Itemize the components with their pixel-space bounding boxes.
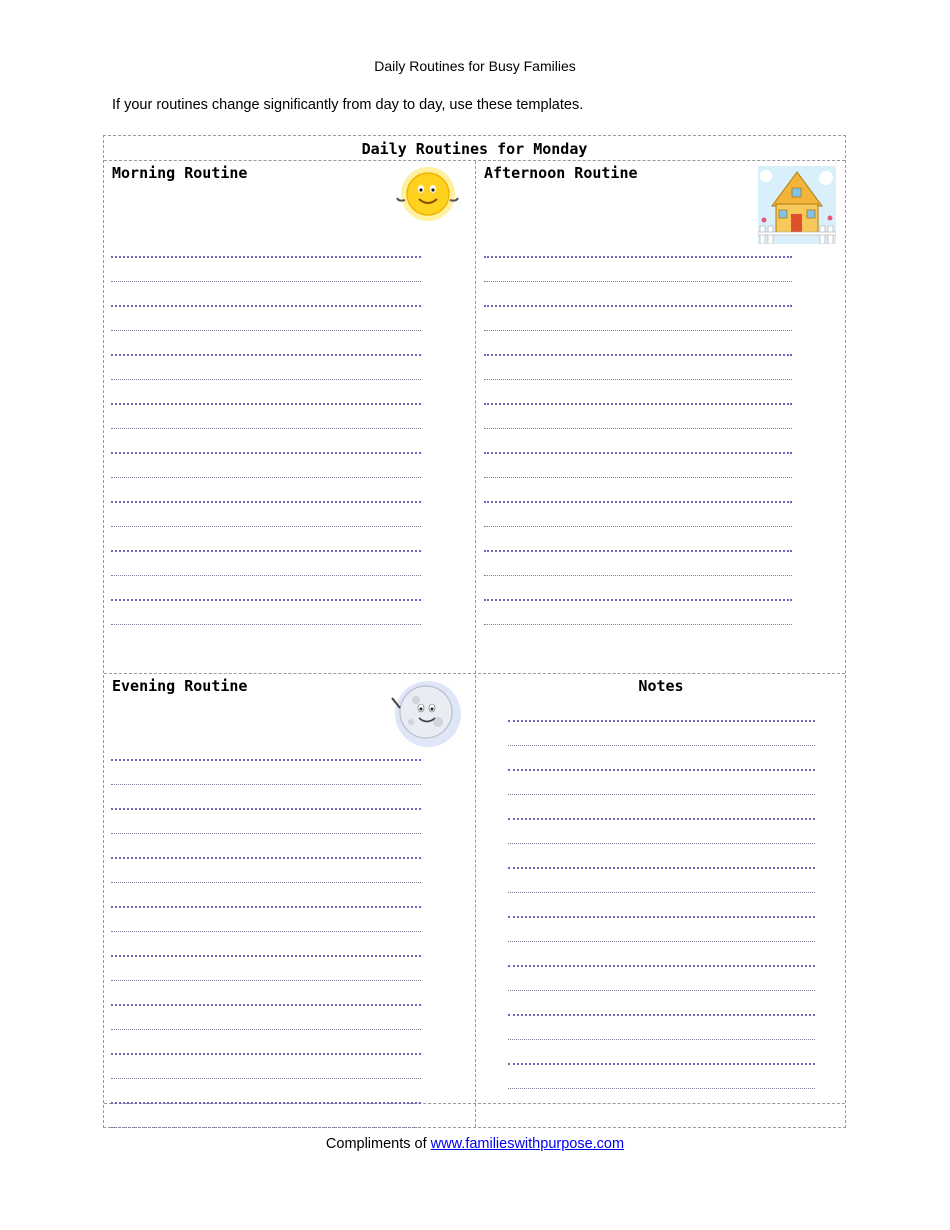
writing-line <box>111 550 421 552</box>
writing-line <box>508 867 815 869</box>
writing-line <box>111 477 421 478</box>
writing-line <box>508 892 815 893</box>
house-icon <box>758 166 836 244</box>
writing-line <box>508 965 815 967</box>
writing-line <box>508 794 815 795</box>
writing-line <box>111 784 421 785</box>
writing-line <box>111 428 421 429</box>
writing-line <box>484 403 792 405</box>
writing-line <box>484 354 792 356</box>
writing-line <box>508 1014 815 1016</box>
footer <box>0 1136 950 1152</box>
footer-prefix: Compliments of <box>325 1136 431 1152</box>
writing-line <box>508 941 815 942</box>
writing-line <box>508 1039 815 1040</box>
morning-routine-title: Morning Routine <box>112 164 248 182</box>
routine-sheet <box>103 135 846 1128</box>
writing-line <box>484 379 792 380</box>
writing-line <box>111 379 421 380</box>
writing-line <box>484 599 792 601</box>
writing-line <box>111 1053 421 1055</box>
writing-line <box>484 575 792 576</box>
intro-text: If your routines change significantly from day to day, use these templates. <box>112 97 584 113</box>
writing-line <box>111 575 421 576</box>
website-link[interactable]: www.familieswithpurpose.com <box>430 1136 625 1152</box>
moon-icon <box>386 678 464 750</box>
writing-line <box>111 330 421 331</box>
writing-line <box>111 833 421 834</box>
document-title: Daily Routines for Busy Families <box>374 58 576 74</box>
writing-line <box>484 624 792 625</box>
writing-line <box>111 882 421 883</box>
sheet-header: Daily Routines for Monday <box>104 136 845 161</box>
writing-line <box>484 428 792 429</box>
writing-line <box>111 1078 421 1079</box>
writing-line <box>111 808 421 810</box>
writing-line <box>484 526 792 527</box>
writing-line <box>508 1063 815 1065</box>
writing-line <box>111 980 421 981</box>
writing-line <box>111 1127 421 1128</box>
writing-line <box>111 624 421 625</box>
writing-line <box>508 769 815 771</box>
row-divider <box>104 673 845 674</box>
writing-line <box>484 452 792 454</box>
writing-line <box>508 720 815 722</box>
writing-line <box>111 599 421 601</box>
writing-line <box>111 1029 421 1030</box>
writing-line <box>508 818 815 820</box>
notes-title: Notes <box>638 677 684 695</box>
writing-line <box>484 477 792 478</box>
writing-line <box>111 403 421 405</box>
column-divider <box>475 161 476 1127</box>
writing-line <box>111 281 421 282</box>
afternoon-routine-title: Afternoon Routine <box>484 164 638 182</box>
evening-routine-title: Evening Routine <box>112 677 248 695</box>
writing-line <box>111 452 421 454</box>
writing-line <box>508 990 815 991</box>
writing-line <box>508 916 815 918</box>
writing-line <box>111 354 421 356</box>
writing-line <box>484 281 792 282</box>
writing-line <box>508 745 815 746</box>
writing-line <box>111 931 421 932</box>
sun-icon <box>392 164 464 224</box>
writing-line <box>484 305 792 307</box>
writing-line <box>111 1004 421 1006</box>
writing-line <box>508 843 815 844</box>
writing-line <box>111 955 421 957</box>
writing-line <box>111 1102 421 1104</box>
writing-line <box>111 759 421 761</box>
writing-line <box>508 1088 815 1089</box>
writing-line <box>484 550 792 552</box>
writing-line <box>484 330 792 331</box>
writing-line <box>111 857 421 859</box>
writing-line <box>111 906 421 908</box>
writing-line <box>484 256 792 258</box>
writing-line <box>111 501 421 503</box>
writing-line <box>111 305 421 307</box>
writing-line <box>111 526 421 527</box>
writing-line <box>484 501 792 503</box>
writing-line <box>111 256 421 258</box>
